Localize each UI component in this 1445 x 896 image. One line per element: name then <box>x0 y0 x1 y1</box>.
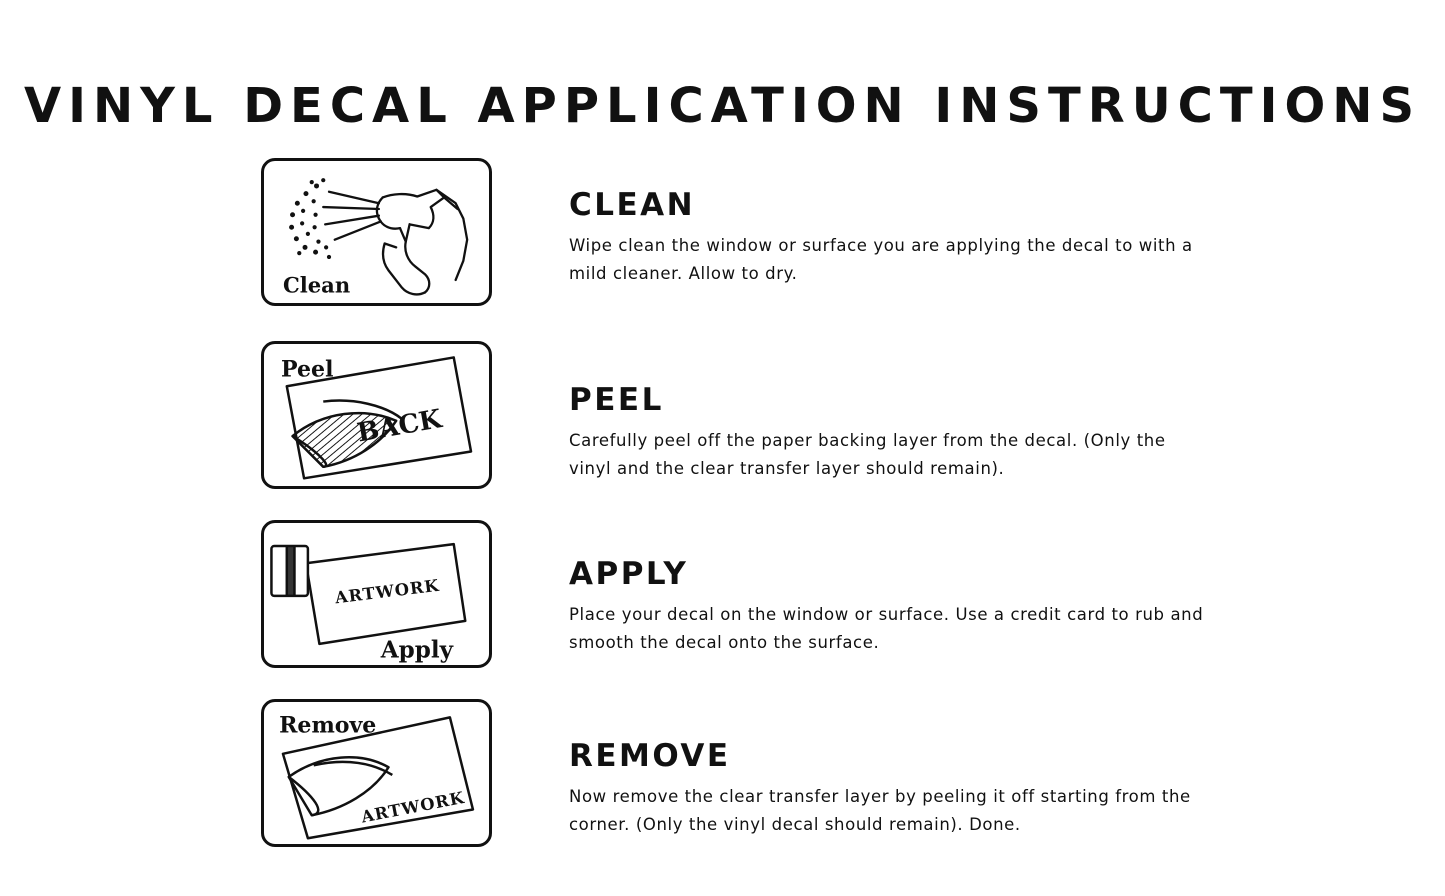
step-clean <box>0 150 1445 325</box>
icon-label-clean: Clean <box>282 272 351 298</box>
step-peel <box>0 333 1445 508</box>
icon-label-artwork-remove: ARTWORK <box>359 787 467 827</box>
step-apply-text <box>569 557 1269 658</box>
step-peel-text <box>569 383 1269 484</box>
icon-label-remove: Remove <box>279 712 377 739</box>
step-remove-text <box>569 739 1269 840</box>
page-title: VINYL DECAL APPLICATION INSTRUCTIONS <box>23 78 1422 135</box>
icon-label-artwork-apply: ARTWORK <box>333 575 441 608</box>
icon-label-apply: Apply <box>380 636 453 664</box>
step-heading-remove: REMOVE <box>569 738 731 774</box>
step-heading-peel: PEEL <box>569 382 664 418</box>
squeegee-apply-icon <box>261 520 492 668</box>
remove-transfer-layer-icon <box>261 699 492 847</box>
step-body-peel: Carefully peel off the paper backing layer from the decal. (Only the vinyl and the clear transfer layer should remain). <box>569 431 1166 479</box>
icon-label-peel: Peel <box>281 356 334 383</box>
step-body-apply: Place your decal on the window or surface. Use a credit card to rub and smooth the decal onto the surface. <box>569 605 1204 653</box>
step-body-clean: Wipe clean the window or surface you are applying the decal to with a mild cleaner. Allow to dry. <box>569 236 1193 284</box>
spray-bottle-clean-icon <box>261 158 492 306</box>
step-heading-apply: APPLY <box>569 556 689 592</box>
step-body-remove: Now remove the clear transfer layer by peeling it off starting from the corner. (Only the vinyl decal should remain). Done. <box>569 787 1191 835</box>
step-apply <box>0 512 1445 687</box>
step-clean-text <box>569 188 1269 289</box>
step-heading-clean: CLEAN <box>569 187 696 223</box>
step-remove <box>0 691 1445 866</box>
peel-backing-icon <box>261 341 492 489</box>
icon-label-back: BACK <box>354 404 444 449</box>
